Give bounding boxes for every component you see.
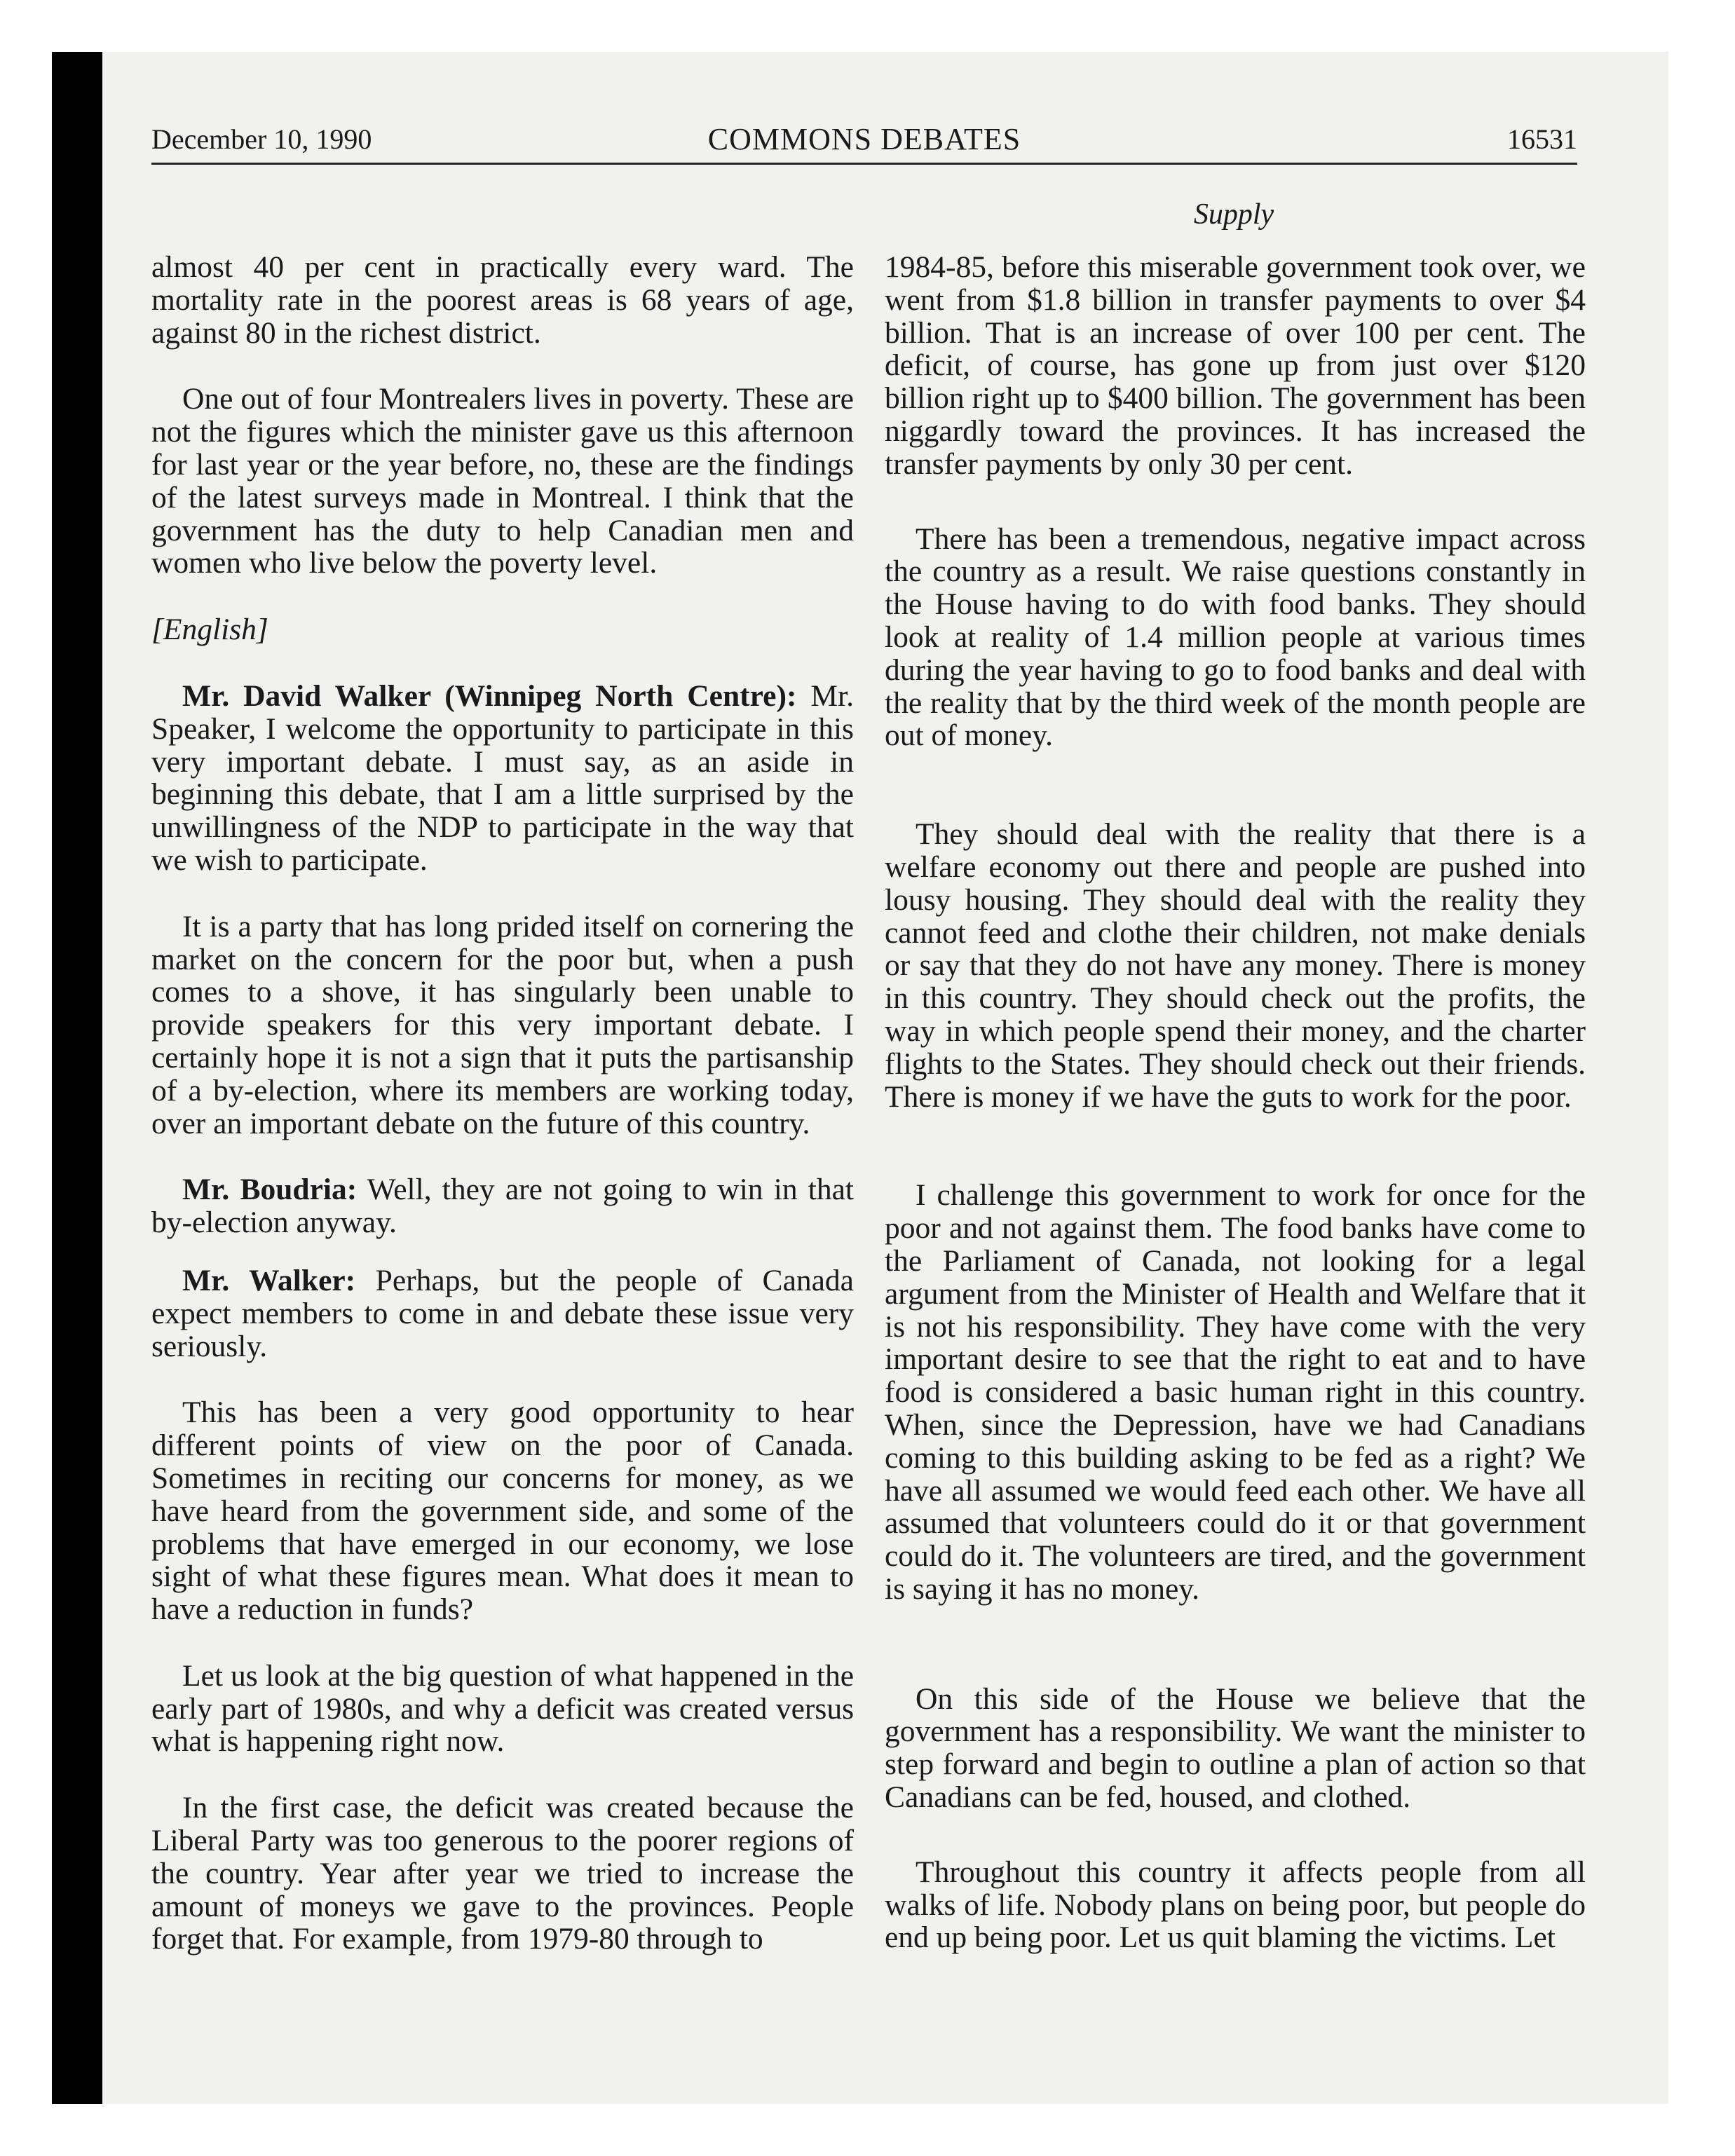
paragraph: almost 40 per cent in practically every ward. The mortality rate in the poorest areas is 68 years of age, against 80 in the richest district. xyxy=(151,250,854,350)
binding-shadow xyxy=(52,52,102,2104)
left-column xyxy=(151,251,854,1956)
paragraph: One out of four Montrealers lives in poverty. These are not the figures which the minister gave us this afternoon for last year or the year before, no, these are the findings of the latest surveys made in Montreal. I think that the government has the duty to help Canadian men and women who live below the poverty level. xyxy=(151,382,854,580)
header-title: COMMONS DEBATES xyxy=(707,122,1021,156)
paragraph xyxy=(151,680,854,877)
paragraph: Let us look at the big question of what happened in the early part of 1980s, and why a deficit was created versus what is happening right now. xyxy=(151,1658,854,1759)
page-header xyxy=(151,116,1577,165)
paragraph: Throughout this country it affects people from all walks of life. Nobody plans on being poor, but people do end up being poor. Let us quit blaming the victims. Let xyxy=(885,1855,1586,1955)
speech-text: Mr. Speaker, I welcome the opportunity to participate in this very important debate. I must say, as an aside in beginning this debate, that I am a little surprised by the unwillingness of the NDP to participate in the way that we wish to participate. xyxy=(151,678,855,877)
paragraph: There has been a tremendous, negative impact across the country as a result. We raise questions constantly in the House having to do with food banks. They should look at reality of 1.4 million people at various times during the year having to go to food banks and deal with the reality that by the third week of the month people are out of money. xyxy=(885,521,1586,753)
paragraph: In the first case, the deficit was created because the Liberal Party was too generous to the poorer regions of the country. Year after year we tried to increase the amount of moneys we gave to the provinces. People forget that. For example, from 1979-80 through to xyxy=(151,1791,854,1956)
paragraph xyxy=(151,1173,854,1239)
paragraph xyxy=(151,1264,854,1363)
paragraph: It is a party that has long prided itself on cornering the market on the concern for the poor but, when a push comes to a shove, it has singularly been unable to provide speakers for this very important debate. I certainly hope it is not a sign that it puts the partisanship of a by-election, where its members are working today, over an important debate on the future of this country. xyxy=(151,909,854,1140)
speech-text: Perhaps, but the people of Canada expect members to come in and debate these issue very seriously. xyxy=(151,1263,854,1363)
speaker-name: Mr. Boudria: xyxy=(182,1173,358,1207)
paragraph: This has been a very good opportunity to hear different points of view on the poor of Canada. Sometimes in reciting our concerns for money, as we have heard from the government side, and some of the problems that have emerged in our economy, we lose sight of what these figures mean. What does it mean to have a reduction in funds? xyxy=(151,1396,854,1627)
paragraph: They should deal with the reality that there is a welfare economy out there and people are pushed into lousy housing. They should deal with the reality they cannot feed and clothe their children, not make denials or say that they do not have any money. There is money in this country. They should check out the profits, the way in which people spend their money, and the charter flights to the States. They should check out their friends. There is money if we have the guts to work for the poor. xyxy=(885,817,1586,1114)
speech-text: Well, they are not going to win in that by-election anyway. xyxy=(151,1173,854,1240)
paragraph: 1984-85, before this miserable government took over, we went from $1.8 billion in transfer payments to over $4 billion. That is an increase of over 100 per cent. The deficit, of course, has gone up from just over $120 billion right up to $400 billion. The government has been niggardly toward the provinces. It has increased the transfer payments by only 30 per cent. xyxy=(885,250,1586,481)
section-title: Supply xyxy=(1193,198,1274,231)
page-number: 16531 xyxy=(1507,123,1577,155)
speaker-name: Mr. David Walker (Winnipeg North Centre): xyxy=(182,678,797,713)
right-column xyxy=(885,251,1586,1954)
paragraph: I challenge this government to work for once for the poor and not against them. The food banks have come to the Parliament of Canada, not looking for a legal argument from the Minister of Health and Welfare that it is not his responsibility. They have come with the very important desire to see that the right to eat and to have food is considered a basic human right in this country. When, since the Depression, have we had Canadians coming to this building asking to be fed as a right? We have all assumed we would feed each other. We have all assumed that volunteers could do it or that government could do it. The volunteers are tired, and the government is saying it has no money. xyxy=(885,1178,1586,1606)
paragraph: On this side of the House we believe that the government has a responsibility. We want the minister to step forward and begin to outline a plan of action so that Canadians can be fed, housed, and clothed. xyxy=(885,1681,1586,1815)
language-tag: [English] xyxy=(151,613,268,647)
speaker-name: Mr. Walker: xyxy=(182,1263,356,1297)
header-date: December 10, 1990 xyxy=(151,123,372,155)
